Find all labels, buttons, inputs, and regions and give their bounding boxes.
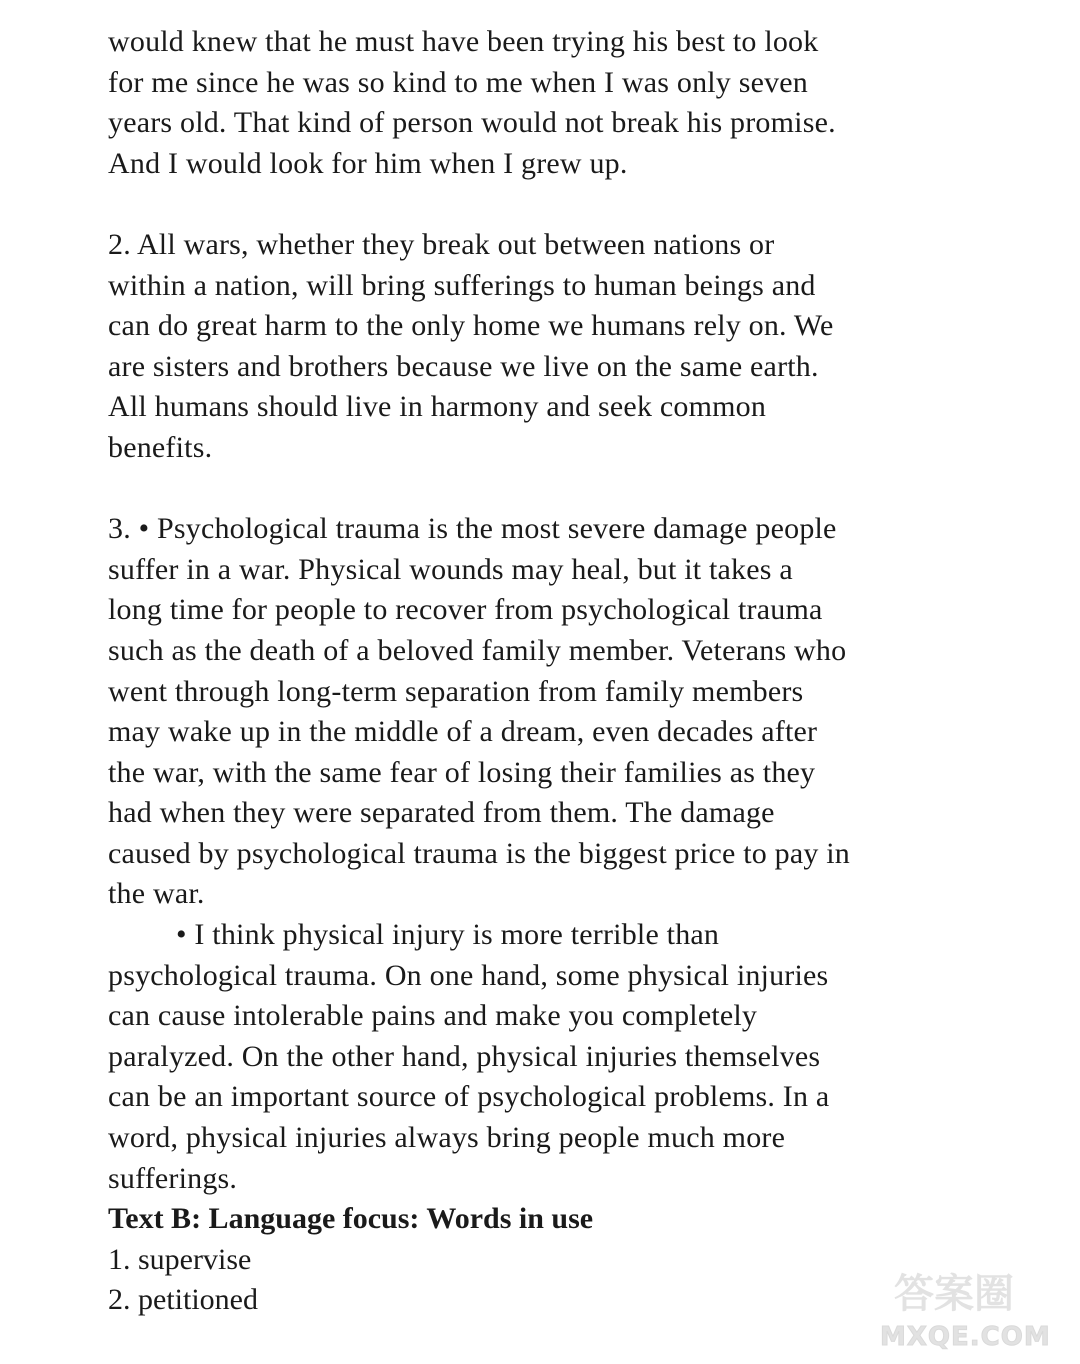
text-line: long time for people to recover from psychological trauma [108, 593, 823, 627]
text-line: the war, with the same fear of losing their families as they [108, 755, 816, 789]
answer-item: 2. petitioned [108, 1283, 258, 1317]
text-line: would knew that he must have been trying his best to look [108, 25, 819, 58]
paragraph-4 [108, 915, 1008, 1199]
text-line: can be an important source of psychological problems. In a [108, 1080, 830, 1114]
paragraph-gap [108, 184, 1008, 225]
text-line: are sisters and brothers because we live on the same earth. [108, 349, 819, 383]
text-line: went through long-term separation from family members [108, 674, 804, 708]
document-page [108, 22, 1008, 1321]
watermark-bottom-text: MXQE.COM [880, 1322, 1051, 1352]
text-line: And I would look for him when I grew up. [108, 146, 628, 180]
text-line: the war. [108, 877, 205, 911]
text-line: years old. That kind of person would not break his promise. [108, 106, 836, 140]
text-line: had when they were separated from them. The damage [108, 796, 775, 830]
text-line: such as the death of a beloved family member. Veterans who [108, 633, 847, 667]
text-line: suffer in a war. Physical wounds may heal, but it takes a [108, 552, 793, 586]
paragraph-gap [108, 469, 1008, 510]
text-line: caused by psychological trauma is the biggest price to pay in [108, 836, 850, 870]
text-line: within a nation, will bring sufferings to human beings and [108, 268, 816, 302]
paragraph-3 [108, 509, 1008, 915]
paragraph-2 [108, 225, 1008, 469]
text-line: All humans should live in harmony and seek common [108, 390, 767, 424]
text-line: paralyzed. On the other hand, physical injuries themselves [108, 1039, 821, 1073]
text-line: can do great harm to the only home we humans rely on. We [108, 309, 834, 343]
text-line: may wake up in the middle of a dream, even decades after [108, 715, 818, 749]
watermark-logo [870, 1256, 1060, 1356]
text-line: • I think physical injury is more terrible than [176, 918, 720, 952]
text-line: psychological trauma. On one hand, some physical injuries [108, 958, 829, 992]
text-line: can cause intolerable pains and make you completely [108, 999, 758, 1033]
text-line: for me since he was so kind to me when I was only seven [108, 65, 809, 99]
text-line: word, physical injuries always bring people much more [108, 1121, 786, 1155]
text-line: 3. • Psychological trauma is the most severe damage people [108, 512, 837, 546]
paragraph-1 [108, 22, 1008, 184]
answer-item: 1. supervise [108, 1242, 252, 1276]
section-heading: Text B: Language focus: Words in use [108, 1202, 594, 1236]
watermark-top-text: 答案圈 [894, 1271, 1014, 1317]
text-line: sufferings. [108, 1161, 238, 1195]
text-line: benefits. [108, 430, 213, 464]
text-line: 2. All wars, whether they break out between nations or [108, 227, 775, 261]
